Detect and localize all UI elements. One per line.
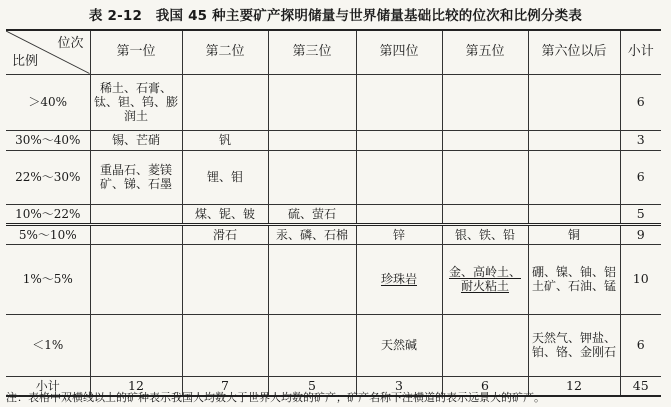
table-row — [6, 224, 661, 244]
table-cell — [528, 130, 620, 150]
table-cell — [268, 130, 356, 150]
corner-header — [6, 30, 90, 74]
column-header: 第四位 — [356, 30, 442, 74]
table-cell — [182, 314, 268, 376]
table-row — [6, 204, 661, 224]
table-cell — [268, 74, 356, 130]
column-total: 5 — [268, 376, 356, 396]
table-footnote: 注：表格中双横线以上的矿种表示我国人均数大于世界人均数的矿产；矿产名称下注横道的表示远景大的矿产。 — [6, 391, 545, 404]
table-cell — [528, 204, 620, 224]
row-label: 30%～40% — [6, 130, 90, 150]
column-total: 12 — [528, 376, 620, 396]
table-cell: 硫、萤石 — [268, 204, 356, 224]
table-cell: 珍珠岩 — [356, 244, 442, 314]
row-subtotal: 5 — [620, 204, 661, 224]
table-cell — [90, 224, 182, 244]
table-cell — [442, 204, 528, 224]
column-total: 6 — [442, 376, 528, 396]
table-cell: 煤、铌、铍 — [182, 204, 268, 224]
column-header: 第六位以后 — [528, 30, 620, 74]
table-cell: 锌 — [356, 224, 442, 244]
table-row — [6, 130, 661, 150]
column-header: 第五位 — [442, 30, 528, 74]
table-cell: 金、高岭土、耐火粘土 — [442, 244, 528, 314]
table-cell: 汞、磷、石棉 — [268, 224, 356, 244]
table-cell — [442, 150, 528, 204]
table-cell: 锂、钼 — [182, 150, 268, 204]
table-cell: 天然碱 — [356, 314, 442, 376]
row-label: ＜1% — [6, 314, 90, 376]
table-cell — [528, 74, 620, 130]
table-cell — [442, 130, 528, 150]
row-label: 5%～10% — [6, 224, 90, 244]
table-cell — [356, 204, 442, 224]
row-subtotal: 6 — [620, 314, 661, 376]
table-cell: 稀土、石膏、钛、钽、钨、膨润土 — [90, 74, 182, 130]
table-cell: 钒 — [182, 130, 268, 150]
row-label: 10%～22% — [6, 204, 90, 224]
table-row — [6, 314, 661, 376]
header-row — [6, 30, 661, 74]
table-cell: 重晶石、菱镁矿、锑、石墨 — [90, 150, 182, 204]
table-cell — [268, 150, 356, 204]
row-label: 22%～30% — [6, 150, 90, 204]
corner-rank-label: 位次 — [57, 36, 84, 51]
table-cell — [90, 204, 182, 224]
grand-total: 45 — [620, 376, 661, 396]
table-cell — [182, 244, 268, 314]
column-header: 第二位 — [182, 30, 268, 74]
table-cell — [90, 314, 182, 376]
column-header: 第三位 — [268, 30, 356, 74]
table-cell — [442, 74, 528, 130]
row-subtotal: 3 — [620, 130, 661, 150]
table-cell — [356, 150, 442, 204]
table-cell — [268, 244, 356, 314]
table-cell — [356, 130, 442, 150]
row-label: ＞40% — [6, 74, 90, 130]
table-row — [6, 150, 661, 204]
row-subtotal: 10 — [620, 244, 661, 314]
column-total: 12 — [90, 376, 182, 396]
row-subtotal: 9 — [620, 224, 661, 244]
table-cell — [268, 314, 356, 376]
table-cell — [442, 314, 528, 376]
table-cell: 天然气、钾盐、铂、铬、金刚石 — [528, 314, 620, 376]
table-cell — [356, 74, 442, 130]
row-subtotal: 6 — [620, 74, 661, 130]
table-row — [6, 244, 661, 314]
total-label: 小计 — [6, 376, 90, 396]
mineral-ranking-table — [6, 29, 661, 397]
row-label: 1%～5% — [6, 244, 90, 314]
table-row — [6, 74, 661, 130]
table-cell — [182, 74, 268, 130]
table-cell: 银、铁、铅 — [442, 224, 528, 244]
column-header: 小计 — [620, 30, 661, 74]
table-cell: 滑石 — [182, 224, 268, 244]
corner-ratio-label: 比例 — [12, 53, 39, 69]
row-subtotal: 6 — [620, 150, 661, 204]
column-header: 第一位 — [90, 30, 182, 74]
table-title: 表 2-12 我国 45 种主要矿产探明储量与世界储量基础比较的位次和比例分类表 — [88, 8, 583, 24]
table-cell: 硼、镍、铀、铝土矿、石油、锰 — [528, 244, 620, 314]
table-cell — [528, 150, 620, 204]
table-cell — [90, 244, 182, 314]
table-cell: 铜 — [528, 224, 620, 244]
table-cell: 锡、芒硝 — [90, 130, 182, 150]
column-total: 3 — [356, 376, 442, 396]
column-total: 7 — [182, 376, 268, 396]
